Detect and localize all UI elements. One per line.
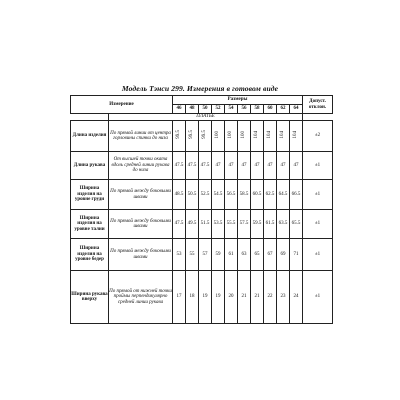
table-row — [71, 152, 333, 180]
value-cell: 47 — [290, 152, 303, 180]
measurement-method: По прямой между боковыми швами — [109, 210, 173, 239]
measurement-method: По прямой линии от центра горловины спинки до низа — [109, 121, 173, 152]
value-cell: 99.5 — [176, 130, 182, 140]
value-cell: 59 — [212, 239, 225, 271]
value-cell: 47.5 — [199, 152, 212, 180]
table-row — [71, 271, 333, 324]
value-cell: 56.5 — [225, 180, 238, 210]
value-cell: 58.5 — [238, 180, 251, 210]
value-cell: 23 — [277, 271, 290, 324]
table-row — [71, 239, 333, 271]
header-sizes: Размеры — [173, 96, 303, 105]
value-cell: 54.5 — [212, 180, 225, 210]
size-label: 46 — [173, 105, 186, 114]
value-cell: 64.5 — [277, 180, 290, 210]
value-cell: 19 — [199, 271, 212, 324]
value-cell: 18 — [186, 271, 199, 324]
size-label: 54 — [225, 105, 238, 114]
value-cell: 19 — [212, 271, 225, 324]
value-cell: 63 — [238, 239, 251, 271]
size-label: 62 — [277, 105, 290, 114]
measurement-method: По прямой от нижней точки проймы перпендикулярно средней линии рукава — [109, 271, 173, 324]
value-cell: 52.5 — [199, 180, 212, 210]
value-cell: 62.5 — [264, 180, 277, 210]
value-cell: 21 — [251, 271, 264, 324]
value-cell: 47.5 — [186, 152, 199, 180]
measurement-name: Ширина рукава вверху — [71, 271, 109, 324]
value-cell: 47 — [212, 152, 225, 180]
header-tolerance: Допуст. отклон. — [303, 96, 333, 114]
measurement-name: Длина изделия — [71, 121, 109, 152]
value-cell: 51.5 — [199, 210, 212, 239]
value-cell: 57.5 — [238, 210, 251, 239]
value-cell: 104 — [267, 131, 273, 139]
value-cell: 55.5 — [225, 210, 238, 239]
section-label: ПЛАТЬЕ — [109, 114, 303, 121]
table-row — [71, 121, 333, 152]
header-measurement: Измерение — [71, 96, 173, 114]
value-cell: 65.5 — [290, 210, 303, 239]
value-cell: 20 — [225, 271, 238, 324]
value-cell: 55 — [186, 239, 199, 271]
size-label: 48 — [186, 105, 199, 114]
value-cell: 71 — [290, 239, 303, 271]
value-cell: 66.5 — [290, 180, 303, 210]
tolerance-cell: ±2 — [303, 121, 333, 152]
value-cell: 67 — [264, 239, 277, 271]
value-cell: 61 — [225, 239, 238, 271]
size-label: 52 — [212, 105, 225, 114]
size-label: 64 — [290, 105, 303, 114]
value-cell: 47 — [277, 152, 290, 180]
value-cell: 49.5 — [186, 210, 199, 239]
value-cell: 48.5 — [173, 180, 186, 210]
measurement-method: По прямой между боковыми швами — [109, 239, 173, 271]
value-cell: 57 — [199, 239, 212, 271]
size-label: 60 — [264, 105, 277, 114]
tolerance-cell: ±1 — [303, 180, 333, 210]
value-cell: 59.5 — [251, 210, 264, 239]
value-cell: 21 — [238, 271, 251, 324]
table-row — [71, 180, 333, 210]
value-cell: 104 — [293, 131, 299, 139]
value-cell: 65 — [251, 239, 264, 271]
value-cell: 47 — [264, 152, 277, 180]
value-cell: 53 — [173, 239, 186, 271]
measurement-method: По прямой между боковыми швами — [109, 180, 173, 210]
value-cell: 104 — [280, 131, 286, 139]
value-cell: 24 — [290, 271, 303, 324]
value-cell: 47 — [238, 152, 251, 180]
size-label: 56 — [238, 105, 251, 114]
size-label: 58 — [251, 105, 264, 114]
table-row — [71, 210, 333, 239]
value-cell: 47.5 — [173, 152, 186, 180]
value-cell: 17 — [173, 271, 186, 324]
measurement-name: Ширина изделия на уровне груди — [71, 180, 109, 210]
value-cell: 100 — [228, 131, 234, 139]
measurement-method: От высшей точки оката вдоль средней линии рукава до низа — [109, 152, 173, 180]
value-cell: 60.5 — [251, 180, 264, 210]
value-cell: 61.5 — [264, 210, 277, 239]
tolerance-cell: ±1 — [303, 152, 333, 180]
value-cell: 104 — [254, 131, 260, 139]
value-cell: 69 — [277, 239, 290, 271]
value-cell: 100 — [241, 131, 247, 139]
value-cell: 22 — [264, 271, 277, 324]
size-spec-table — [70, 95, 333, 324]
value-cell: 99.5 — [202, 130, 208, 140]
value-cell: 53.5 — [212, 210, 225, 239]
value-cell: 47 — [225, 152, 238, 180]
measurement-name: Ширина изделия на уровне бедер — [71, 239, 109, 271]
value-cell: 100 — [215, 131, 221, 139]
value-cell: 99.5 — [189, 130, 195, 140]
value-cell: 63.5 — [277, 210, 290, 239]
tolerance-cell: ±1 — [303, 239, 333, 271]
size-label: 50 — [199, 105, 212, 114]
value-cell: 50.5 — [186, 180, 199, 210]
measurement-name: Ширина изделия на уровне талии — [71, 210, 109, 239]
measurement-name: Длина рукава — [71, 152, 109, 180]
tolerance-cell: ±1 — [303, 271, 333, 324]
tolerance-cell: ±1 — [303, 210, 333, 239]
table-title: Модель Тэнси 299. Измерения в готовом виде — [121, 84, 279, 93]
value-cell: 47.5 — [173, 210, 186, 239]
value-cell: 47 — [251, 152, 264, 180]
